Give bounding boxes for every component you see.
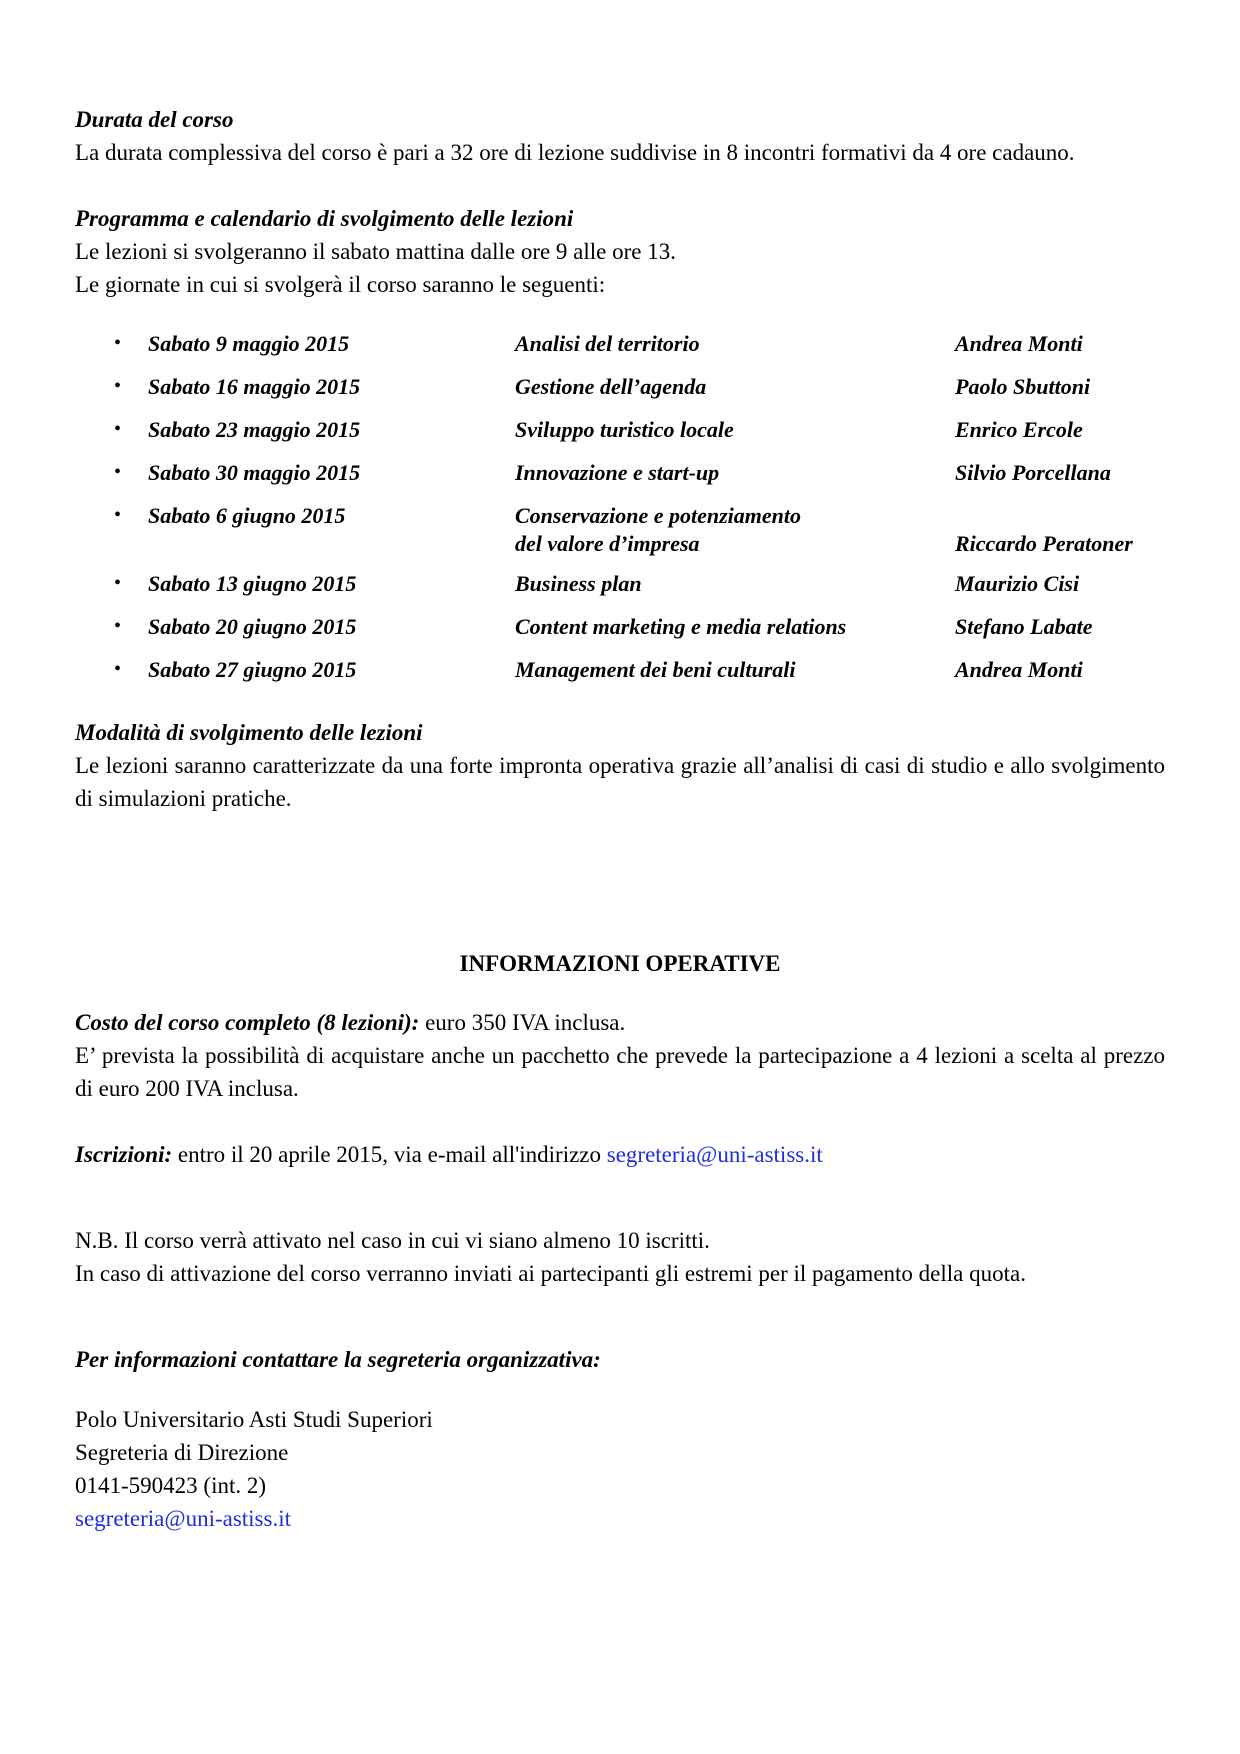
schedule-topic-line2: del valore d’impresa xyxy=(515,531,700,556)
programma-intro: Le giornate in cui si svolgerà il corso saranno le seguenti: xyxy=(75,272,606,297)
schedule-teacher: Riccardo Peratoner xyxy=(955,531,1133,556)
programma-heading: Programma e calendario di svolgimento delle lezioni xyxy=(75,206,574,231)
contatti-ente: Polo Universitario Asti Studi Superiori xyxy=(75,1407,433,1432)
schedule-date: Sabato 16 maggio 2015 xyxy=(148,374,361,399)
programma-orario: Le lezioni si svolgeranno il sabato mattina dalle ore 9 alle ore 13. xyxy=(75,239,676,264)
schedule-topic: Sviluppo turistico locale xyxy=(515,417,734,442)
bullet-icon: • xyxy=(114,615,122,637)
contatti-email-link[interactable]: segreteria@uni-astiss.it xyxy=(75,1506,291,1531)
schedule-item xyxy=(75,610,1165,643)
schedule-teacher: Andrea Monti xyxy=(955,657,1083,682)
schedule-list xyxy=(75,327,1165,686)
modalita-text: Le lezioni saranno caratterizzate da una forte impronta operativa grazie all’analisi di casi di studio e allo svolgimento di simulazioni pratiche. xyxy=(75,753,1165,811)
schedule-item xyxy=(75,567,1165,600)
nb-attivazione: N.B. Il corso verrà attivato nel caso in cui vi siano almeno 10 iscritti. xyxy=(75,1228,710,1253)
contatti-ufficio: Segreteria di Direzione xyxy=(75,1440,289,1465)
pacchetto-text: E’ prevista la possibilità di acquistare anche un pacchetto che prevede la partecipazione a 4 lezioni a scelta al prezzo di euro 200 IVA inclusa. xyxy=(75,1043,1165,1101)
schedule-topic-line1: Conservazione e potenziamento xyxy=(515,503,802,528)
schedule-date: Sabato 30 maggio 2015 xyxy=(148,460,361,485)
schedule-topic: Business plan xyxy=(515,571,642,596)
bullet-icon: • xyxy=(114,375,122,397)
iscrizioni-line xyxy=(75,1138,1165,1171)
schedule-date: Sabato 20 giugno 2015 xyxy=(148,614,357,639)
schedule-item xyxy=(75,327,1165,360)
schedule-topic: Innovazione e start-up xyxy=(515,460,720,485)
schedule-topic: Management dei beni culturali xyxy=(515,657,796,682)
bullet-icon: • xyxy=(114,572,122,594)
schedule-item xyxy=(75,499,1165,557)
schedule-date: Sabato 27 giugno 2015 xyxy=(148,657,357,682)
schedule-topic: Analisi del territorio xyxy=(515,331,700,356)
bullet-icon: • xyxy=(114,461,122,483)
contatti-telefono: 0141-590423 (int. 2) xyxy=(75,1473,267,1498)
schedule-item xyxy=(75,413,1165,446)
schedule-date: Sabato 13 giugno 2015 xyxy=(148,571,357,596)
schedule-teacher: Paolo Sbuttoni xyxy=(955,374,1091,399)
schedule-teacher: Andrea Monti xyxy=(955,331,1083,356)
schedule-item xyxy=(75,370,1165,403)
costo-value: euro 350 IVA inclusa. xyxy=(419,1010,626,1035)
costo-label: Costo del corso completo (8 lezioni): xyxy=(75,1010,420,1035)
document-page xyxy=(75,103,1165,1535)
schedule-date: Sabato 6 giugno 2015 xyxy=(148,503,346,528)
durata-text: La durata complessiva del corso è pari a 32 ore di lezione suddivise in 8 incontri formativi da 4 ore cadauno. xyxy=(75,140,1075,165)
contatti-heading: Per informazioni contattare la segreteria organizzativa: xyxy=(75,1347,601,1372)
schedule-topic xyxy=(515,499,801,560)
schedule-date: Sabato 9 maggio 2015 xyxy=(148,331,350,356)
bullet-icon: • xyxy=(114,504,122,526)
nb-pagamento: In caso di attivazione del corso verranno inviati ai partecipanti gli estremi per il pagamento della quota. xyxy=(75,1261,1026,1286)
schedule-teacher: Maurizio Cisi xyxy=(955,571,1080,596)
schedule-teacher: Stefano Labate xyxy=(955,614,1093,639)
bullet-icon: • xyxy=(114,658,122,680)
schedule-item xyxy=(75,653,1165,686)
schedule-teacher: Enrico Ercole xyxy=(955,417,1083,442)
schedule-item xyxy=(75,456,1165,489)
costo-line xyxy=(75,1006,1165,1039)
schedule-topic: Content marketing e media relations xyxy=(515,614,847,639)
iscrizioni-label: Iscrizioni: xyxy=(75,1142,173,1167)
section-title: INFORMAZIONI OPERATIVE xyxy=(459,951,781,976)
bullet-icon: • xyxy=(114,332,122,354)
schedule-date: Sabato 23 maggio 2015 xyxy=(148,417,361,442)
schedule-teacher: Silvio Porcellana xyxy=(955,460,1111,485)
iscrizioni-text: entro il 20 aprile 2015, via e-mail all'indirizzo xyxy=(172,1142,607,1167)
modalita-heading: Modalità di svolgimento delle lezioni xyxy=(75,720,423,745)
bullet-icon: • xyxy=(114,418,122,440)
durata-heading: Durata del corso xyxy=(75,107,234,132)
schedule-topic: Gestione dell’agenda xyxy=(515,374,707,399)
iscrizioni-email-link[interactable]: segreteria@uni-astiss.it xyxy=(606,1142,823,1167)
